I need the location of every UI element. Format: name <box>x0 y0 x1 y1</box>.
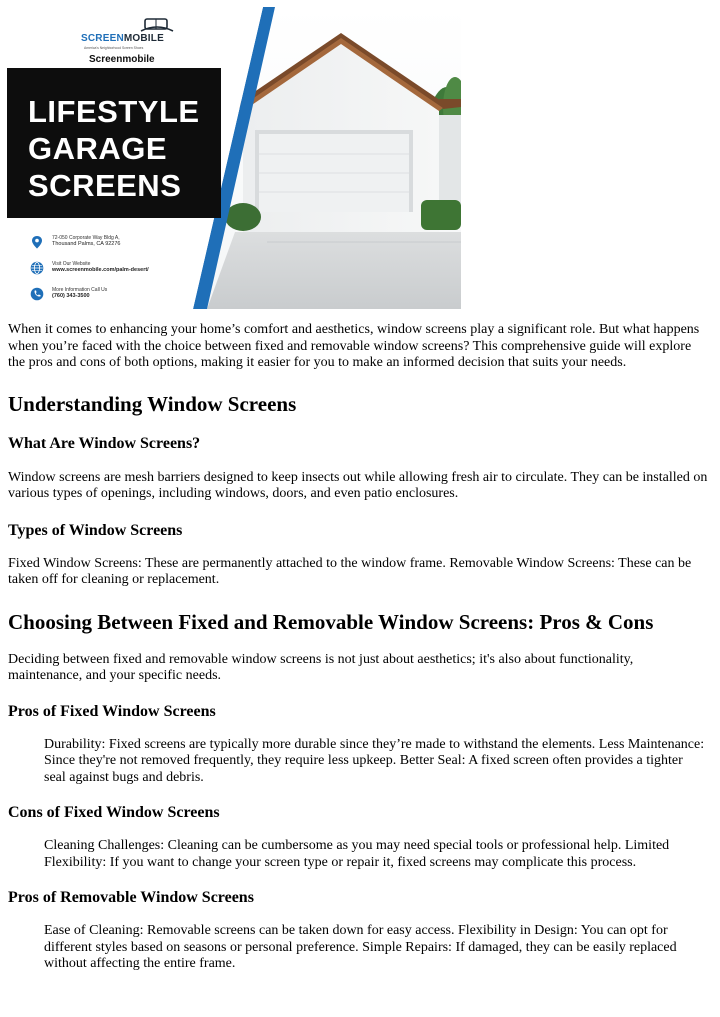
heading-pros-removable: Pros of Removable Window Screens <box>8 889 254 906</box>
pros-removable-text: Ease of Cleaning: Removable screens can be taken down for easy access. Flexibility in Design: You can opt for different styles based on seasons or personal preference. Simple Repairs: If damaged, they can be easily replaced without affecting the entire frame. <box>44 923 677 971</box>
heading-what-are-window-screens: What Are Window Screens? <box>8 434 201 452</box>
title-line-3: SCREENS <box>28 168 182 203</box>
contact-address <box>24 235 204 257</box>
pros-fixed-text: Durability: Fixed screens are typically more durable since they’re made to withstand the elements. Less Maintenance: Since they're not removed frequently, they require less upkeep. Better Seal: A fixed screen often provides a tighter seal against bugs and debris. <box>44 736 705 785</box>
heading-choosing-between: Choosing Between Fixed and Removable Window Screens: Pros & Cons <box>8 609 654 634</box>
heading-types-of-window-screens: Types of Window Screens <box>8 521 183 539</box>
contact-phone <box>24 287 204 309</box>
phone-number[interactable]: (760) 343-3500 <box>52 293 90 299</box>
what-are-window-screens-text: Window screens are mesh barriers designed to keep insects out while allowing fresh air to circulate. They can be installed on various types of openings, including windows, doors, and even patio enclosures. <box>8 469 708 501</box>
phone-icon <box>30 287 44 301</box>
website-label: Visit Our Website <box>52 261 91 267</box>
location-pin-icon <box>30 235 44 249</box>
logo-tagline: America's Neighborhood Screen Shoes <box>84 46 144 50</box>
logo <box>81 15 181 55</box>
banner-image <box>7 7 461 309</box>
choosing-between-intro: Deciding between fixed and removable window screens is not just about aesthetics; it's also about functionality, maintenance, and your specific needs. <box>8 651 634 683</box>
phone-label: More Information Call Us <box>52 287 108 293</box>
title-box <box>7 68 221 218</box>
contact-website <box>24 261 204 283</box>
title-line-2: GARAGE <box>28 131 168 166</box>
address-line-2: Thousand Palms, CA 92276 <box>52 241 121 247</box>
logo-wordmark: SCREENMOBILE <box>81 33 164 44</box>
article-body <box>8 322 708 973</box>
cons-fixed-text: Cleaning Challenges: Cleaning can be cumbersome as you may need special tools or professional help. Limited Flexibility: If you want to change your screen type or repair it, fixed screens may complicate this process. <box>44 838 670 870</box>
globe-icon <box>30 261 44 275</box>
intro-paragraph: When it comes to enhancing your home’s comfort and aesthetics, window screens play a significant role. But what happens when you’re faced with the choice between fixed and removable window screens? This comprehensive guide will explore the pros and cons of both options, making it easier for you to make an informed decision that suits your needs. <box>8 322 700 370</box>
title-line-1: LIFESTYLE <box>28 94 200 129</box>
heading-cons-fixed: Cons of Fixed Window Screens <box>8 804 220 821</box>
types-of-window-screens-text: Fixed Window Screens: These are permanently attached to the window frame. Removable Window Screens: These can be taken off for cleaning or replacement. <box>8 555 692 587</box>
heading-pros-fixed: Pros of Fixed Window Screens <box>8 702 216 720</box>
brand-name: Screenmobile <box>89 54 155 65</box>
heading-understanding-window-screens: Understanding Window Screens <box>8 391 297 416</box>
website-url[interactable]: www.screenmobile.com/palm-desert/ <box>52 267 149 273</box>
address-line-1: 72-050 Corporate Way Bldg A, <box>52 235 120 241</box>
